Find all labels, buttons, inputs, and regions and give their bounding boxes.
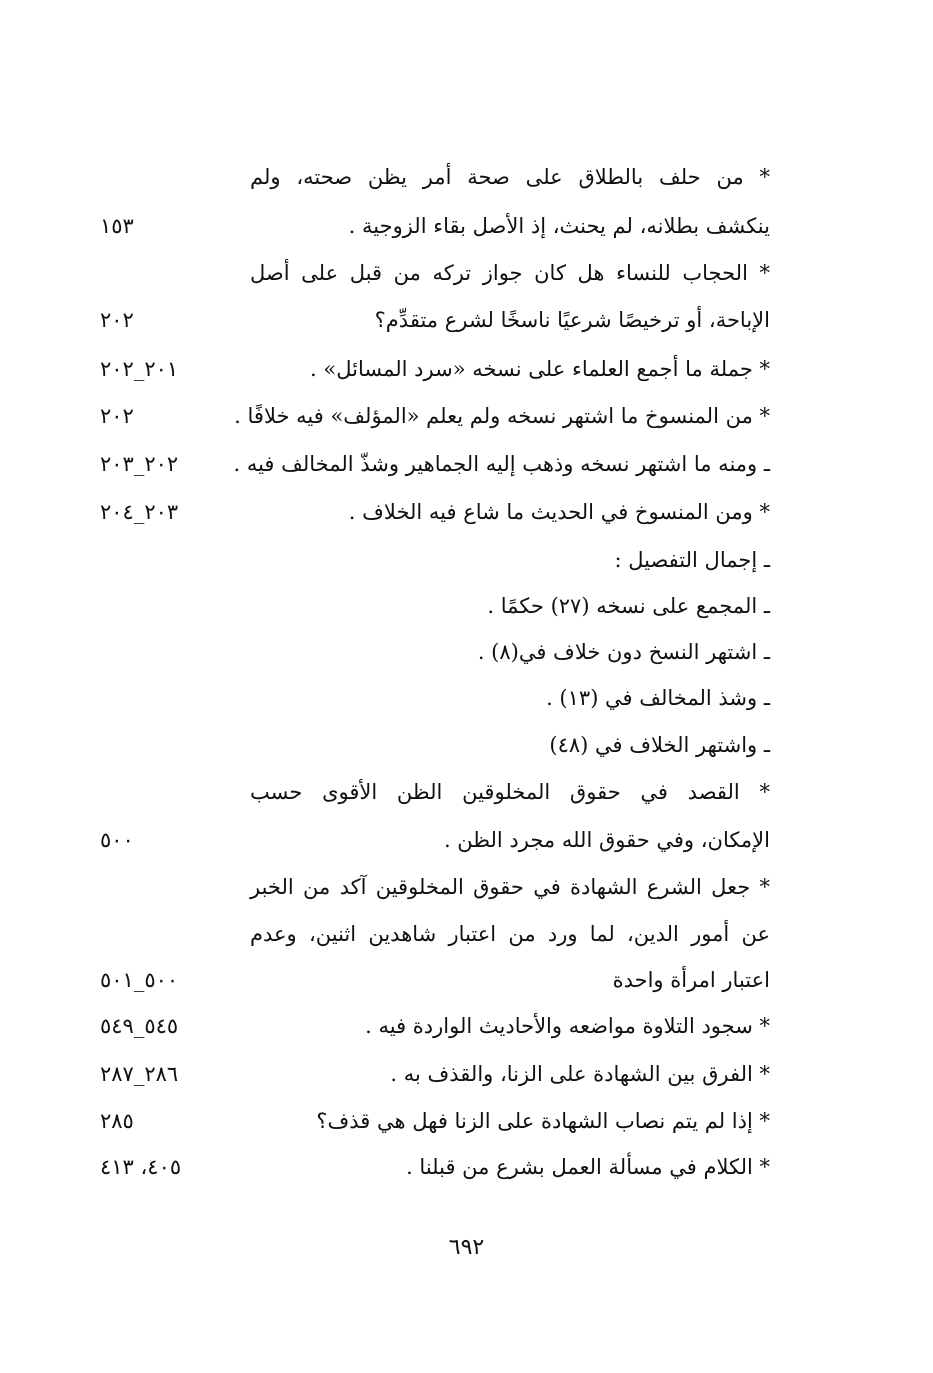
index-entry bbox=[100, 538, 770, 582]
page-reference: ٢٠١_٢٠٢ bbox=[100, 357, 179, 381]
index-entry bbox=[100, 630, 770, 674]
index-entry bbox=[100, 584, 770, 628]
entry-text: * إذا لم يتم نصاب الشهادة على الزنا فهل هي قذف؟ bbox=[316, 1109, 770, 1133]
page-reference: ٢٨٥ bbox=[100, 1109, 134, 1133]
index-entry bbox=[100, 347, 770, 391]
index-entry bbox=[100, 1099, 770, 1143]
index-entry bbox=[100, 442, 770, 486]
index-entry bbox=[100, 155, 770, 199]
page-reference: ١٥٣ bbox=[100, 214, 134, 238]
entry-text: * الكلام في مسألة العمل بشرع من قبلنا . bbox=[406, 1155, 770, 1179]
entry-text: * من المنسوخ ما اشتهر نسخه ولم يعلم «المؤلف» فيه خلافًا . bbox=[234, 404, 770, 428]
entry-text: عن أمور الدين، لما ورد من اعتبار شاهدين اثنين، وعدم bbox=[250, 922, 770, 946]
index-entry bbox=[100, 298, 770, 342]
entry-text: * الحجاب للنساء هل كان جواز تركه من قبل على أصل bbox=[250, 261, 770, 285]
index-entry bbox=[100, 1145, 770, 1189]
entry-text: * من حلف بالطلاق على صحة أمر يظن صحته، ولم bbox=[250, 165, 770, 189]
entry-text: * الفرق بين الشهادة على الزنا، والقذف به . bbox=[390, 1062, 770, 1086]
entry-text: الإباحة، أو ترخيصًا شرعيًا ناسخًا لشرع متقدِّم؟ bbox=[374, 308, 770, 332]
page-number: ٦٩٢ bbox=[448, 1235, 485, 1260]
index-entry bbox=[100, 490, 770, 534]
entry-text: * جملة ما أجمع العلماء على نسخه «سرد المسائل» . bbox=[310, 357, 770, 381]
entry-text: ـ ومنه ما اشتهر نسخه وذهب إليه الجماهير وشذّ المخالف فيه . bbox=[233, 452, 770, 476]
index-entry bbox=[100, 251, 770, 295]
page-reference: ٤٠٥، ٤١٣ bbox=[100, 1155, 182, 1179]
index-entry bbox=[100, 723, 770, 767]
page-reference: ٥٠٠ bbox=[100, 828, 134, 852]
entry-text: * القصد في حقوق المخلوقين الظن الأقوى حسب bbox=[250, 780, 770, 804]
index-entry bbox=[100, 912, 770, 956]
entry-text: ـ واشتهر الخلاف في (٤٨) bbox=[549, 733, 770, 757]
page-reference: ٥٠٠_٥٠١ bbox=[100, 968, 179, 992]
index-entry bbox=[100, 1004, 770, 1048]
index-entry bbox=[100, 770, 770, 814]
page-reference: ٢٠٢ bbox=[100, 404, 134, 428]
entry-text: ـ إجمال التفصيل : bbox=[614, 548, 770, 572]
index-entry bbox=[100, 676, 770, 720]
index-entry bbox=[100, 1052, 770, 1096]
entry-text: * سجود التلاوة مواضعه والأحاديث الواردة فيه . bbox=[365, 1014, 770, 1038]
page-reference: ٢٠٢ bbox=[100, 308, 134, 332]
index-entry bbox=[100, 865, 770, 909]
entry-text: ـ اشتهر النسخ دون خلاف في(٨) . bbox=[477, 640, 770, 664]
index-entry bbox=[100, 958, 770, 1002]
index-entry bbox=[100, 394, 770, 438]
entry-text: * جعل الشرع الشهادة في حقوق المخلوقين آكد من الخبر bbox=[250, 875, 770, 899]
entry-text: ـ وشذ المخالف في (١٣) . bbox=[546, 686, 770, 710]
page-reference: ٢٨٦_٢٨٧ bbox=[100, 1062, 179, 1086]
page-reference: ٢٠٢_٢٠٣ bbox=[100, 452, 179, 476]
page-reference: ٢٠٣_٢٠٤ bbox=[100, 500, 179, 524]
entry-text: ـ المجمع على نسخه (٢٧) حكمًا . bbox=[487, 594, 770, 618]
entry-text: اعتبار امرأة واحدة bbox=[612, 968, 770, 992]
index-entry bbox=[100, 818, 770, 862]
entry-text: * ومن المنسوخ في الحديث ما شاع فيه الخلاف . bbox=[348, 500, 770, 524]
entry-text: ينكشف بطلانه، لم يحنث، إذ الأصل بقاء الزوجية . bbox=[348, 214, 770, 238]
page-reference: ٥٤٥_٥٤٩ bbox=[100, 1014, 179, 1038]
index-entry bbox=[100, 204, 770, 248]
entry-text: الإمكان، وفي حقوق الله مجرد الظن . bbox=[443, 828, 770, 852]
